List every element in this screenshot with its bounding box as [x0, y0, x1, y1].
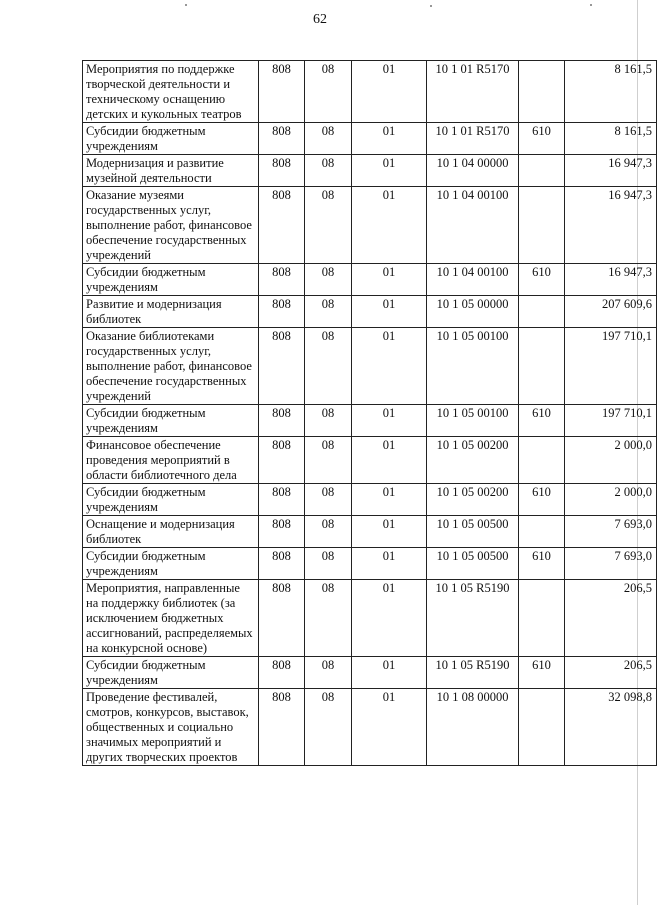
cell-subsection: 01	[352, 484, 427, 516]
cell-amount: 197 710,1	[565, 405, 657, 437]
table-row	[83, 123, 657, 155]
cell-expense-type: 610	[519, 657, 565, 689]
cell-ministry-code: 808	[259, 516, 305, 548]
table-row	[83, 296, 657, 328]
table-row	[83, 405, 657, 437]
cell-amount: 7 693,0	[565, 516, 657, 548]
cell-target-article: 10 1 01 R5170	[427, 61, 519, 123]
cell-name: Мероприятия по поддержке творческой деятельности и техническому оснащению детских и кукольных театров	[83, 61, 259, 123]
cell-expense-type	[519, 328, 565, 405]
cell-name: Финансовое обеспечение проведения мероприятий в области библиотечного дела	[83, 437, 259, 484]
cell-section: 08	[305, 437, 352, 484]
cell-subsection: 01	[352, 123, 427, 155]
cell-name: Модернизация и развитие музейной деятельности	[83, 155, 259, 187]
cell-target-article: 10 1 05 00100	[427, 405, 519, 437]
cell-ministry-code: 808	[259, 155, 305, 187]
cell-target-article: 10 1 08 00000	[427, 689, 519, 766]
table-body	[83, 61, 657, 766]
table-row	[83, 187, 657, 264]
scan-speck	[430, 5, 432, 7]
cell-subsection: 01	[352, 264, 427, 296]
table-row	[83, 328, 657, 405]
cell-amount: 32 098,8	[565, 689, 657, 766]
cell-ministry-code: 808	[259, 484, 305, 516]
cell-expense-type	[519, 580, 565, 657]
table-row	[83, 516, 657, 548]
cell-amount: 197 710,1	[565, 328, 657, 405]
cell-amount: 206,5	[565, 580, 657, 657]
cell-expense-type: 610	[519, 405, 565, 437]
cell-expense-type	[519, 689, 565, 766]
cell-target-article: 10 1 05 00500	[427, 548, 519, 580]
cell-subsection: 01	[352, 405, 427, 437]
page-number: 62	[313, 12, 327, 27]
cell-subsection: 01	[352, 187, 427, 264]
cell-amount: 16 947,3	[565, 187, 657, 264]
cell-section: 08	[305, 580, 352, 657]
cell-target-article: 10 1 01 R5170	[427, 123, 519, 155]
budget-table	[82, 60, 657, 766]
cell-expense-type	[519, 155, 565, 187]
cell-amount: 2 000,0	[565, 484, 657, 516]
table-row	[83, 657, 657, 689]
cell-section: 08	[305, 155, 352, 187]
cell-section: 08	[305, 657, 352, 689]
cell-subsection: 01	[352, 580, 427, 657]
cell-section: 08	[305, 61, 352, 123]
cell-subsection: 01	[352, 548, 427, 580]
cell-ministry-code: 808	[259, 437, 305, 484]
cell-expense-type	[519, 187, 565, 264]
cell-name: Оказание музеями государственных услуг, выполнение работ, финансовое обеспечение государственных учреждений	[83, 187, 259, 264]
cell-target-article: 10 1 05 00500	[427, 516, 519, 548]
cell-subsection: 01	[352, 296, 427, 328]
cell-target-article: 10 1 04 00100	[427, 264, 519, 296]
cell-ministry-code: 808	[259, 580, 305, 657]
cell-name: Оказание библиотеками государственных услуг, выполнение работ, финансовое обеспечение государственных учреждений	[83, 328, 259, 405]
cell-ministry-code: 808	[259, 264, 305, 296]
cell-ministry-code: 808	[259, 123, 305, 155]
cell-subsection: 01	[352, 437, 427, 484]
cell-subsection: 01	[352, 657, 427, 689]
cell-subsection: 01	[352, 61, 427, 123]
cell-expense-type	[519, 61, 565, 123]
table-row	[83, 548, 657, 580]
cell-name: Субсидии бюджетным учреждениям	[83, 548, 259, 580]
cell-expense-type: 610	[519, 123, 565, 155]
cell-name: Развитие и модернизация библиотек	[83, 296, 259, 328]
cell-section: 08	[305, 264, 352, 296]
cell-expense-type: 610	[519, 548, 565, 580]
cell-ministry-code: 808	[259, 328, 305, 405]
scan-speck	[185, 4, 187, 6]
cell-amount: 8 161,5	[565, 61, 657, 123]
cell-section: 08	[305, 187, 352, 264]
cell-ministry-code: 808	[259, 296, 305, 328]
cell-expense-type	[519, 437, 565, 484]
cell-target-article: 10 1 04 00100	[427, 187, 519, 264]
cell-ministry-code: 808	[259, 689, 305, 766]
cell-name: Субсидии бюджетным учреждениям	[83, 484, 259, 516]
cell-amount: 7 693,0	[565, 548, 657, 580]
cell-ministry-code: 808	[259, 548, 305, 580]
cell-ministry-code: 808	[259, 657, 305, 689]
cell-ministry-code: 808	[259, 405, 305, 437]
table-row	[83, 264, 657, 296]
cell-name: Субсидии бюджетным учреждениям	[83, 405, 259, 437]
cell-name: Субсидии бюджетным учреждениям	[83, 123, 259, 155]
cell-section: 08	[305, 548, 352, 580]
table-row	[83, 437, 657, 484]
cell-target-article: 10 1 04 00000	[427, 155, 519, 187]
cell-amount: 207 609,6	[565, 296, 657, 328]
cell-subsection: 01	[352, 155, 427, 187]
cell-name: Субсидии бюджетным учреждениям	[83, 264, 259, 296]
cell-expense-type	[519, 296, 565, 328]
table-row	[83, 580, 657, 657]
cell-section: 08	[305, 689, 352, 766]
cell-section: 08	[305, 516, 352, 548]
cell-target-article: 10 1 05 00200	[427, 484, 519, 516]
cell-subsection: 01	[352, 328, 427, 405]
cell-section: 08	[305, 296, 352, 328]
cell-amount: 206,5	[565, 657, 657, 689]
cell-ministry-code: 808	[259, 61, 305, 123]
cell-target-article: 10 1 05 R5190	[427, 580, 519, 657]
table-row	[83, 689, 657, 766]
cell-target-article: 10 1 05 00100	[427, 328, 519, 405]
cell-subsection: 01	[352, 516, 427, 548]
cell-name: Субсидии бюджетным учреждениям	[83, 657, 259, 689]
cell-section: 08	[305, 405, 352, 437]
cell-section: 08	[305, 484, 352, 516]
cell-name: Оснащение и модернизация библиотек	[83, 516, 259, 548]
scan-speck	[590, 4, 592, 6]
cell-ministry-code: 808	[259, 187, 305, 264]
cell-expense-type: 610	[519, 484, 565, 516]
cell-amount: 16 947,3	[565, 264, 657, 296]
cell-expense-type: 610	[519, 264, 565, 296]
cell-subsection: 01	[352, 689, 427, 766]
cell-target-article: 10 1 05 00000	[427, 296, 519, 328]
cell-name: Проведение фестивалей, смотров, конкурсов, выставок, общественных и социально значимых мероприятий и других творческих проектов	[83, 689, 259, 766]
cell-amount: 16 947,3	[565, 155, 657, 187]
cell-section: 08	[305, 328, 352, 405]
cell-expense-type	[519, 516, 565, 548]
table-row	[83, 155, 657, 187]
cell-target-article: 10 1 05 R5190	[427, 657, 519, 689]
table-row	[83, 484, 657, 516]
cell-name: Мероприятия, направленные на поддержку библиотек (за исключением бюджетных ассигнований, распределяемых на конкурсной основе)	[83, 580, 259, 657]
cell-section: 08	[305, 123, 352, 155]
cell-target-article: 10 1 05 00200	[427, 437, 519, 484]
cell-amount: 2 000,0	[565, 437, 657, 484]
cell-amount: 8 161,5	[565, 123, 657, 155]
table-row	[83, 61, 657, 123]
